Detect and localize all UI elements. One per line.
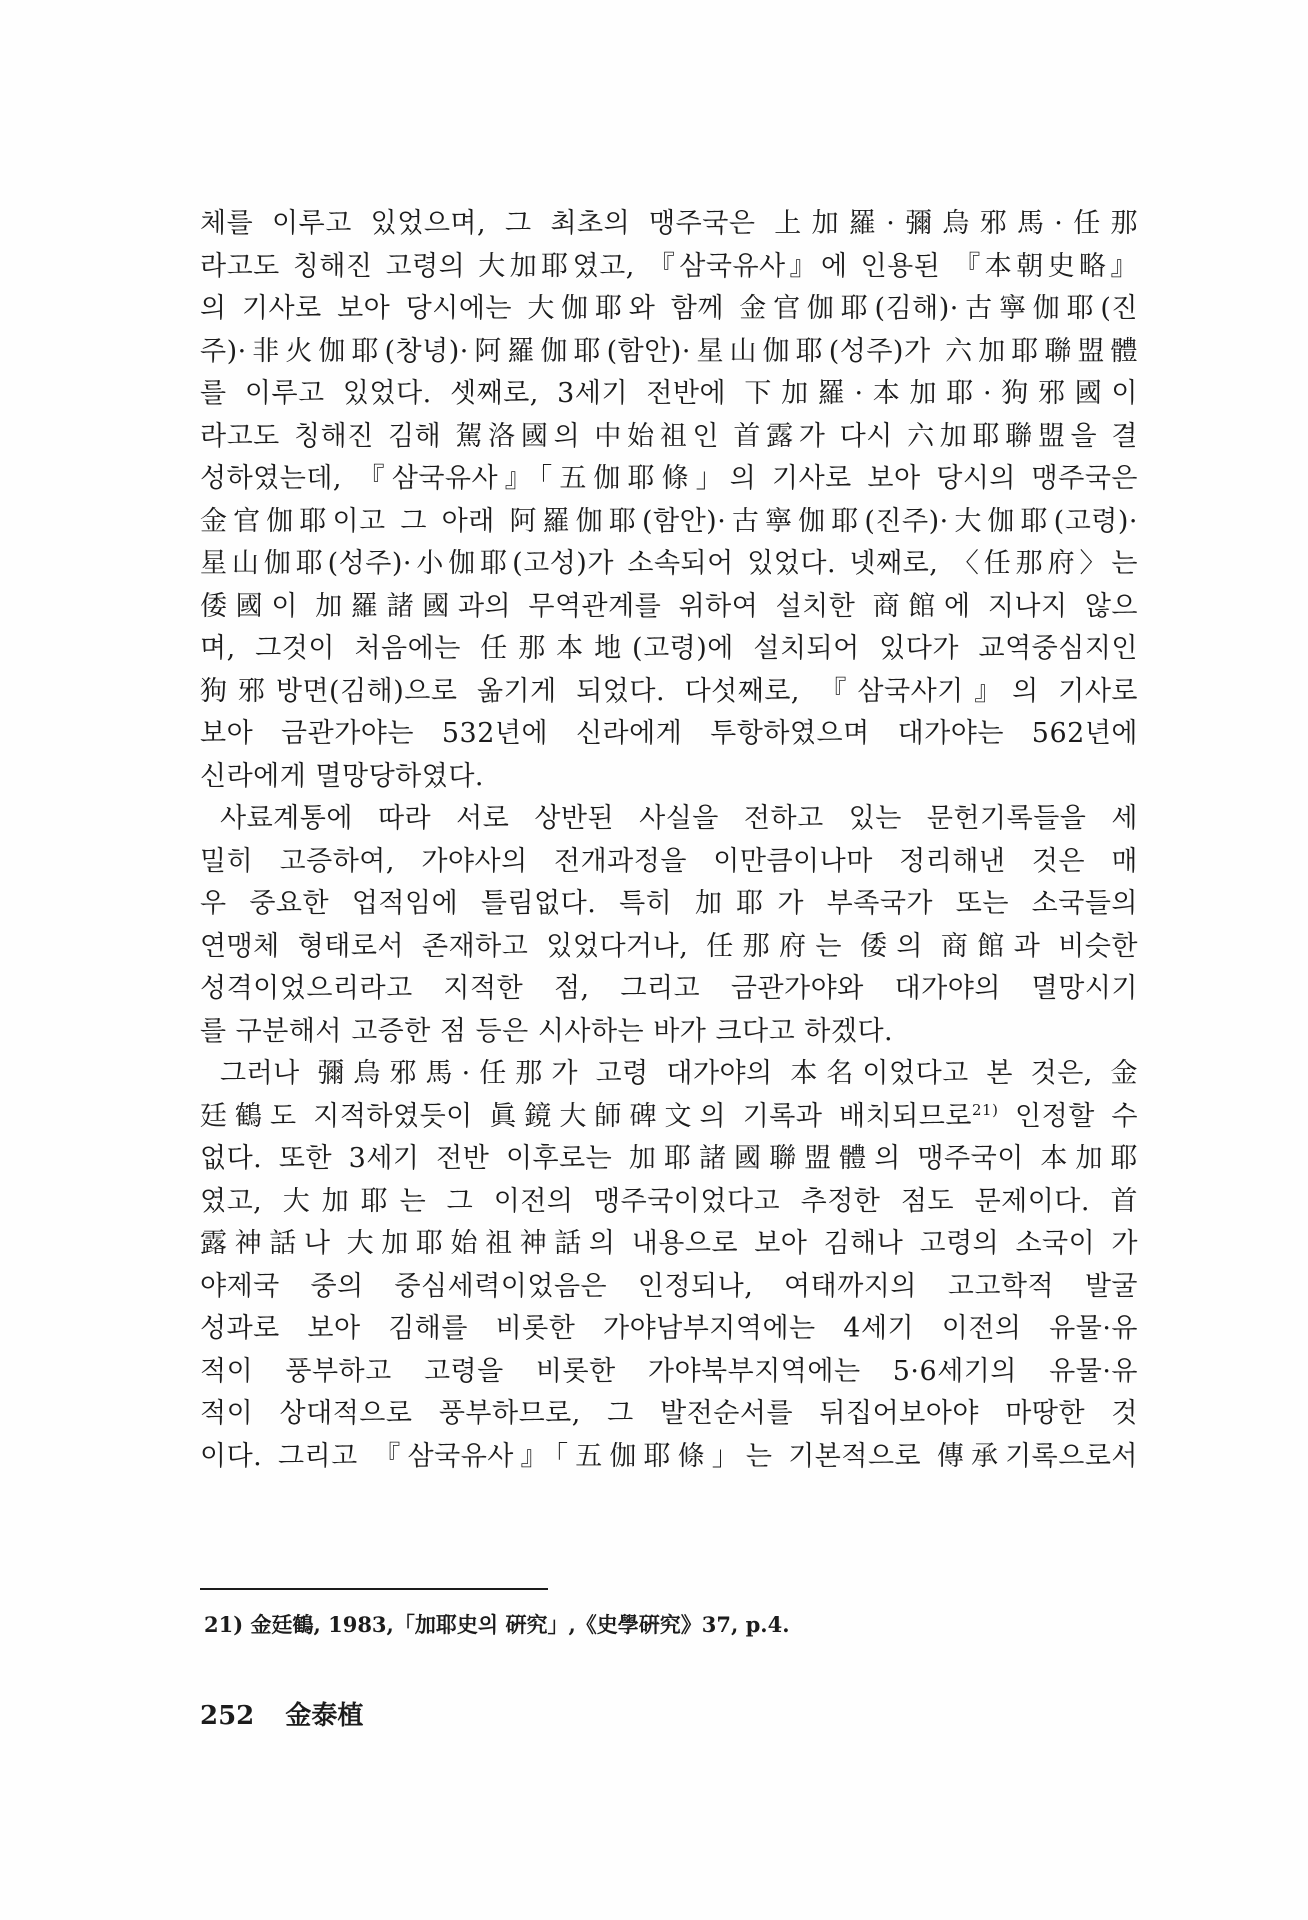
text-line: 우 중요한 업적임에 틀림없다. 특히 加耶가 부족국가 또는 소국들의	[200, 888, 1138, 919]
text-line: 를 이루고 있었다. 셋째로, 3세기 전반에 下加羅·本加耶·狗邪國이	[200, 378, 1138, 409]
text-line: 신라에게 멸망당하였다.	[200, 760, 484, 792]
text-line: 라고도 칭해진 김해 駕洛國의 中始祖인 首露가 다시 六加耶聯盟을 결	[200, 420, 1138, 452]
text-line: 倭國이 加羅諸國과의 무역관계를 위하여 설치한 商館에 지나지 않으	[200, 590, 1138, 622]
text-line: 적이 상대적으로 풍부하므로, 그 발전순서를 뒤집어보아야 마땅한 것	[200, 1398, 1138, 1429]
text-line: 밀히 고증하여, 가야사의 전개과정을 이만큼이나마 정리해낸 것은 매	[200, 845, 1138, 877]
text-line: 보아 금관가야는 532년에 신라에게 투항하였으며 대가야는 562년에	[200, 718, 1138, 749]
text-line: 며, 그것이 처음에는 任那本地(고령)에 설치되어 있다가 교역중심지인	[200, 633, 1138, 664]
footnote: 21) 金廷鶴, 1983,「加耶史의 硏究」,《史學硏究》37, p.4.	[204, 1612, 790, 1637]
body-text	[200, 203, 1138, 1478]
text-line: 성과로 보아 김해를 비롯한 가야남부지역에는 4세기 이전의 유물·유	[200, 1313, 1138, 1344]
text-line: 이다. 그리고 『삼국유사』「五伽耶條」는 기본적으로 傳承기록으로서	[200, 1440, 1138, 1472]
text-line: 성격이었으리라고 지적한 점, 그리고 금관가야와 대가야의 멸망시기	[200, 973, 1138, 1004]
text-line: 적이 풍부하고 고령을 비롯한 가야북부지역에는 5·6세기의 유물·유	[200, 1355, 1138, 1387]
text-line: 체를 이루고 있었으며, 그 최초의 맹주국은 上加羅·彌烏邪馬·任那	[200, 208, 1138, 239]
text-line: 주)·非火伽耶(창녕)·阿羅伽耶(함안)·星山伽耶(성주)가 六加耶聯盟體	[200, 335, 1138, 367]
running-author: 金泰植	[285, 1701, 364, 1731]
text-line: 金官伽耶이고 그 아래 阿羅伽耶(함안)·古寧伽耶(진주)·大伽耶(고령)·	[200, 505, 1138, 537]
text-line: 야제국 중의 중심세력이었음은 인정되나, 여태까지의 고고학적 발굴	[200, 1270, 1138, 1302]
footnote-reference[interactable]: 21)	[971, 1100, 999, 1119]
page-number: 252	[200, 1701, 255, 1731]
text-line: 露神話나 大加耶始祖神話의 내용으로 보아 김해나 고령의 소국이 가	[200, 1228, 1138, 1259]
text-line: 狗邪방면(김해)으로 옮기게 되었다. 다섯째로, 『삼국사기』의 기사로	[200, 675, 1138, 707]
paragraph	[200, 203, 1138, 798]
text-line: 성하였는데, 『삼국유사』「五伽耶條」의 기사로 보아 당시의 맹주국은	[200, 463, 1138, 494]
text-line: 라고도 칭해진 고령의 大加耶였고, 『삼국유사』에 인용된 『本朝史略』	[200, 250, 1138, 282]
text-line: 의 기사로 보아 당시에는 大伽耶와 함께 金官伽耶(김해)·古寧伽耶(진	[200, 293, 1138, 324]
text-line	[200, 1096, 1138, 1139]
paragraph	[200, 798, 1138, 1053]
page-footer	[200, 1698, 363, 1734]
text-line: 였고, 大加耶는 그 이전의 맹주국이었다고 추정한 점도 문제이다. 首	[200, 1185, 1138, 1217]
text-segment: 廷鶴도 지적하였듯이 眞鏡大師碑文의 기록과 배치되므로	[200, 1100, 972, 1132]
paragraph	[200, 1053, 1138, 1478]
text-line: 연맹체 형태로서 존재하고 있었다거나, 任那府는 倭의 商館과 비슷한	[200, 930, 1138, 962]
text-line: 를 구분해서 고증한 점 등은 시사하는 바가 크다고 하겠다.	[200, 1015, 894, 1047]
text-segment: 인정할 수	[998, 1100, 1138, 1132]
text-line: 사료계통에 따라 서로 상반된 사실을 전하고 있는 문헌기록들을 세	[220, 803, 1138, 834]
text-line: 없다. 또한 3세기 전반 이후로는 加耶諸國聯盟體의 맹주국이 本加耶	[200, 1143, 1138, 1174]
text-line: 星山伽耶(성주)·小伽耶(고성)가 소속되어 있었다. 넷째로, 〈任那府〉는	[200, 548, 1138, 579]
footnote-divider	[200, 1588, 548, 1590]
text-line: 그러나 彌烏邪馬·任那가 고령 대가야의 本名이었다고 본 것은, 金	[220, 1058, 1138, 1089]
